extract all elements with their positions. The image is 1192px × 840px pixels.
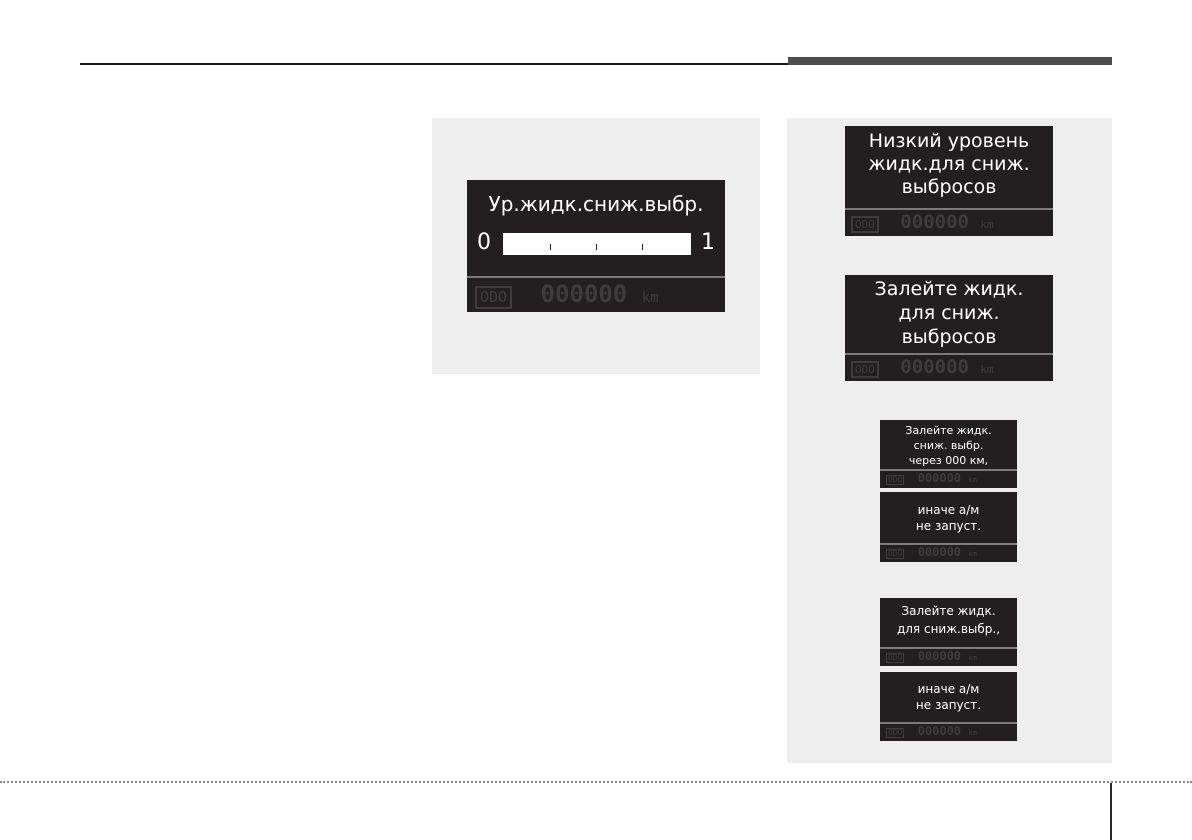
gauge-tick <box>642 244 643 250</box>
odo-label: ODO <box>888 475 903 484</box>
odo-unit: km <box>968 476 977 484</box>
header-section-bar <box>788 57 1112 65</box>
header-rule <box>80 63 788 65</box>
odometer-row <box>467 276 725 312</box>
gauge-display <box>467 180 725 312</box>
odo-label: ODO <box>888 653 903 662</box>
odo-unit: km <box>968 654 977 662</box>
odometer-row <box>880 543 1017 562</box>
odo-unit: km <box>641 290 659 306</box>
low-level-display <box>845 126 1053 236</box>
odometer-row <box>845 353 1053 381</box>
messages-figure-panel <box>787 118 1112 763</box>
odo-digits: 000000 <box>540 280 628 308</box>
odometer-row <box>880 722 1017 741</box>
odometer-row <box>880 647 1017 666</box>
message-line: для сниж.выбр., <box>896 622 1001 636</box>
message-line: не запуст. <box>915 698 982 712</box>
odo-unit: km <box>968 729 977 737</box>
message-line: для сниж. <box>898 302 1000 324</box>
message-line: выбросов <box>901 326 997 348</box>
message-line: Залейте жидк. <box>874 278 1024 300</box>
odo-digits: 000000 <box>917 471 962 485</box>
refill-distance-display <box>880 420 1017 488</box>
odo-label: ODO <box>888 549 903 558</box>
gauge-figure-panel <box>432 118 760 374</box>
odo-digits: 000000 <box>900 356 969 378</box>
refill-display <box>845 275 1053 381</box>
message-line: выбросов <box>901 176 997 198</box>
message-line: Низкий уровень <box>868 130 1030 152</box>
gauge-max-label: 1 <box>701 230 715 255</box>
fluid-level-fill <box>505 235 689 253</box>
odo-unit: km <box>980 363 994 376</box>
footer-divider <box>1110 783 1112 840</box>
odo-digits: 000000 <box>917 649 962 663</box>
refill-now-display <box>880 598 1017 666</box>
footer-dotted-rule <box>0 781 1192 783</box>
odo-label: ODO <box>475 286 512 309</box>
odo-unit: km <box>980 218 994 231</box>
odometer-row <box>880 469 1017 488</box>
odo-label: ODO <box>851 216 879 233</box>
odo-label: ODO <box>851 361 879 378</box>
message-line: через 000 км, <box>908 454 989 467</box>
odometer-row <box>845 208 1053 236</box>
odo-unit: km <box>968 550 977 558</box>
message-line: жидк.для сниж. <box>868 153 1030 175</box>
message-line: не запуст. <box>915 519 982 533</box>
fluid-level-bar <box>503 233 691 255</box>
odo-digits: 000000 <box>917 545 962 559</box>
gauge-title: Ур.жидк.сниж.выбр. <box>488 192 704 216</box>
message-line: иначе а/м <box>917 682 980 696</box>
gauge-tick <box>550 244 551 250</box>
odo-digits: 000000 <box>917 724 962 738</box>
gauge-min-label: 0 <box>477 230 491 255</box>
no-start-warning-display <box>880 672 1017 741</box>
odo-label: ODO <box>888 728 903 737</box>
message-line: Залейте жидк. <box>901 604 996 618</box>
odo-digits: 000000 <box>900 211 969 233</box>
message-line: иначе а/м <box>917 503 980 517</box>
no-start-warning-display <box>880 492 1017 562</box>
message-line: сниж. выбр. <box>913 439 984 452</box>
gauge-tick <box>596 244 597 250</box>
message-line: Залейте жидк. <box>905 424 992 437</box>
